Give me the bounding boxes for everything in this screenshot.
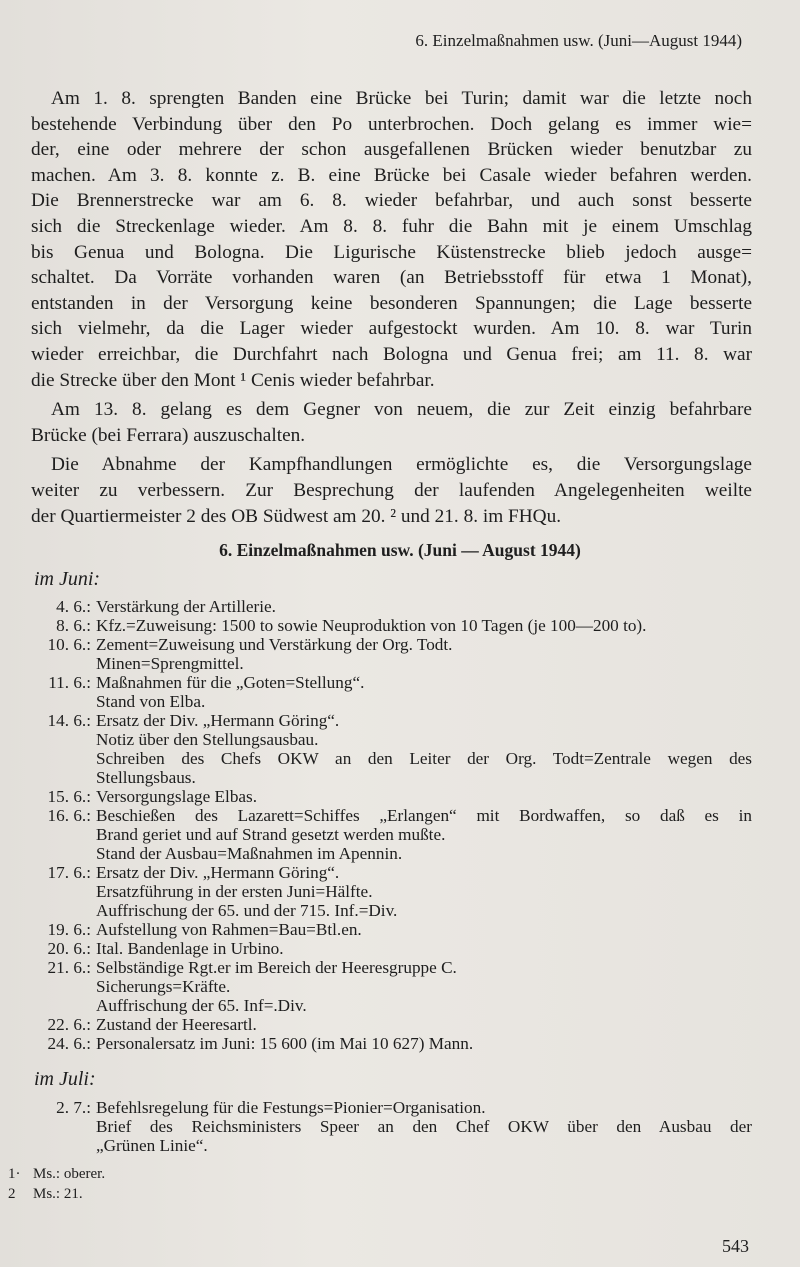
entry-line: Brief des Reichsministers Speer an den Chef OKW über den Ausbau der (96, 1117, 752, 1136)
entry-line: Stellungsbaus. (96, 768, 196, 787)
entry-line: Verstärkung der Artillerie. (96, 597, 276, 616)
entry-text (96, 920, 752, 939)
entry-line: Aufstellung von Rahmen=Bau=Btl.en. (96, 920, 362, 939)
entry-line: Ital. Bandenlage in Urbino. (96, 939, 284, 958)
entry-text (96, 1015, 752, 1034)
text-line: sich die Streckenlage wieder. Am 8. 8. fuhr die Bahn mit je einem Umschlag (31, 215, 752, 237)
text-line: schaltet. Da Vorräte vorhanden waren (an Betriebsstoff für etwa 1 Monat), (31, 267, 752, 289)
entry-date: 2. 7.: (56, 1098, 91, 1117)
entry-line: Brand geriet und auf Strand gesetzt werden mußte. (96, 825, 446, 844)
page-number: 543 (722, 1236, 749, 1256)
text-line: Am 13. 8. gelang es dem Gegner von neuem, die zur Zeit einzig befahrbare (51, 399, 752, 421)
entry-line: Ersatz der Div. „Hermann Göring“. (96, 863, 340, 882)
entry-line: Zustand der Heeresartl. (96, 1015, 257, 1034)
entry-date: 10. 6.: (47, 635, 91, 654)
entry-line: Sicherungs=Kräfte. (96, 977, 231, 996)
entry-text (96, 673, 752, 711)
entry-date: 4. 6.: (56, 597, 91, 616)
text-line: wieder erreichbar, die Durchfahrt nach Bologna und Genua frei; am 11. 8. war (31, 343, 752, 365)
footnote (8, 1184, 105, 1204)
month-label-juni: im Juni: (34, 568, 101, 590)
text-line: der, eine oder mehrere der schon ausgefallenen Brücken wieder benutzbar zu (31, 139, 752, 161)
entry-line: Versorgungslage Elbas. (96, 787, 258, 806)
entry (30, 939, 752, 958)
entry-line: Beschießen des Lazarett=Schiffes „Erlangen“ mit Bordwaffen, so daß es in (96, 806, 752, 825)
entry (30, 787, 752, 806)
text-line: Die Abnahme der Kampfhandlungen ermöglichte es, die Versorgungslage (51, 454, 752, 476)
footnote-text: Ms.: 21. (33, 1186, 83, 1202)
entry-date: 21. 6.: (47, 958, 91, 977)
footnotes (8, 1164, 105, 1204)
entry-date: 20. 6.: (47, 939, 91, 958)
entry-date: 16. 6.: (47, 806, 91, 825)
entry-text (96, 597, 752, 616)
running-head: 6. Einzelmaßnahmen usw. (Juni—August 1944) (415, 31, 742, 50)
entry-date: 22. 6.: (47, 1015, 91, 1034)
entry-date: 15. 6.: (47, 787, 91, 806)
entry-date: 24. 6.: (47, 1034, 91, 1053)
entry (30, 616, 752, 635)
entry-line: Stand von Elba. (96, 692, 206, 711)
section-heading: 6. Einzelmaßnahmen usw. (Juni — August 1944) (219, 540, 581, 560)
entry-text (96, 1098, 752, 1155)
text-line: sich vielmehr, da die Lager wieder aufgestockt wurden. Am 10. 8. war Turin (31, 318, 752, 340)
text-line: der Quartiermeister 2 des OB Südwest am 20. ² und 21. 8. im FHQu. (31, 505, 562, 527)
entry-date: 8. 6.: (56, 616, 91, 635)
entry (30, 958, 752, 1015)
entry-text (96, 787, 752, 806)
entry-text (96, 958, 752, 1015)
entries-juni (30, 597, 752, 1053)
entry-line: Zement=Zuweisung und Verstärkung der Org. Todt. (96, 635, 453, 654)
entry-text (96, 806, 752, 863)
month-label-juli: im Juli: (34, 1068, 96, 1090)
entry-text (96, 711, 752, 787)
entries-juli (30, 1098, 752, 1155)
entry-date: 17. 6.: (47, 863, 91, 882)
entry-text (96, 616, 752, 635)
entry-line: Schreiben des Chefs OKW an den Leiter der Org. Todt=Zentrale wegen des (96, 749, 752, 768)
entry-date: 14. 6.: (47, 711, 91, 730)
body-text (31, 86, 752, 533)
entry-line: Ersatz der Div. „Hermann Göring“. (96, 711, 340, 730)
entry-line: Notiz über den Stellungsausbau. (96, 730, 319, 749)
entry (30, 1098, 752, 1155)
footnote-number: 1· (8, 1166, 21, 1182)
entry-line: Kfz.=Zuweisung: 1500 to sowie Neuproduktion von 10 Tagen (je 100—200 to). (96, 616, 647, 635)
text-line: bis Genua und Bologna. Die Ligurische Küstenstrecke blieb jedoch ausge= (31, 241, 752, 263)
paragraph (31, 397, 752, 448)
entry-line: „Grünen Linie“. (96, 1136, 208, 1155)
text-line: entstanden in der Versorgung keine besonderen Spannungen; die Lage besserte (31, 292, 752, 314)
entry (30, 1015, 752, 1034)
paragraph (31, 86, 752, 393)
entry-line: Auffrischung der 65. Inf=.Div. (96, 996, 307, 1015)
entry (30, 597, 752, 616)
footnote-text: Ms.: oberer. (33, 1166, 106, 1182)
paragraph (31, 452, 752, 529)
entry-line: Maßnahmen für die „Goten=Stellung“. (96, 673, 365, 692)
entry-line: Befehlsregelung für die Festungs=Pionier=Organisation. (96, 1098, 486, 1117)
entry (30, 806, 752, 863)
text-line: Am 1. 8. sprengten Banden eine Brücke bei Turin; damit war die letzte noch (51, 88, 752, 109)
entry (30, 863, 752, 920)
entry-line: Stand der Ausbau=Maßnahmen im Apennin. (96, 844, 403, 863)
entry-text (96, 635, 752, 673)
entry (30, 673, 752, 711)
entry (30, 920, 752, 939)
entry-line: Personalersatz im Juni: 15 600 (im Mai 10 627) Mann. (96, 1034, 474, 1053)
text-line: Die Brennerstrecke war am 6. 8. wieder befahrbar, und auch sonst besserte (31, 190, 752, 212)
entry-date: 11. 6.: (48, 673, 91, 692)
entry (30, 635, 752, 673)
entry-line: Ersatzführung in der ersten Juni=Hälfte. (96, 882, 373, 901)
entry-line: Auffrischung der 65. und der 715. Inf.=Div. (96, 901, 398, 920)
text-line: die Strecke über den Mont ¹ Cenis wieder befahrbar. (31, 369, 435, 391)
footnote (8, 1164, 105, 1184)
entry (30, 1034, 752, 1053)
entry-text (96, 863, 752, 920)
text-line: machen. Am 3. 8. konnte z. B. eine Brücke bei Casale wieder befahren werden. (31, 164, 752, 186)
entry-line: Selbständige Rgt.er im Bereich der Heeresgruppe C. (96, 958, 457, 977)
entry (30, 711, 752, 787)
footnote-number: 2 (8, 1186, 16, 1202)
text-line: weiter zu verbessern. Zur Besprechung der laufenden Angelegenheiten weilte (31, 479, 752, 501)
entry-text (96, 939, 752, 958)
entry-line: Minen=Sprengmittel. (96, 654, 244, 673)
text-line: Brücke (bei Ferrara) auszuschalten. (31, 424, 306, 446)
text-line: bestehende Verbindung über den Po unterbrochen. Doch gelang es immer wie= (31, 113, 752, 135)
entry-date: 19. 6.: (47, 920, 91, 939)
entry-text (96, 1034, 752, 1053)
